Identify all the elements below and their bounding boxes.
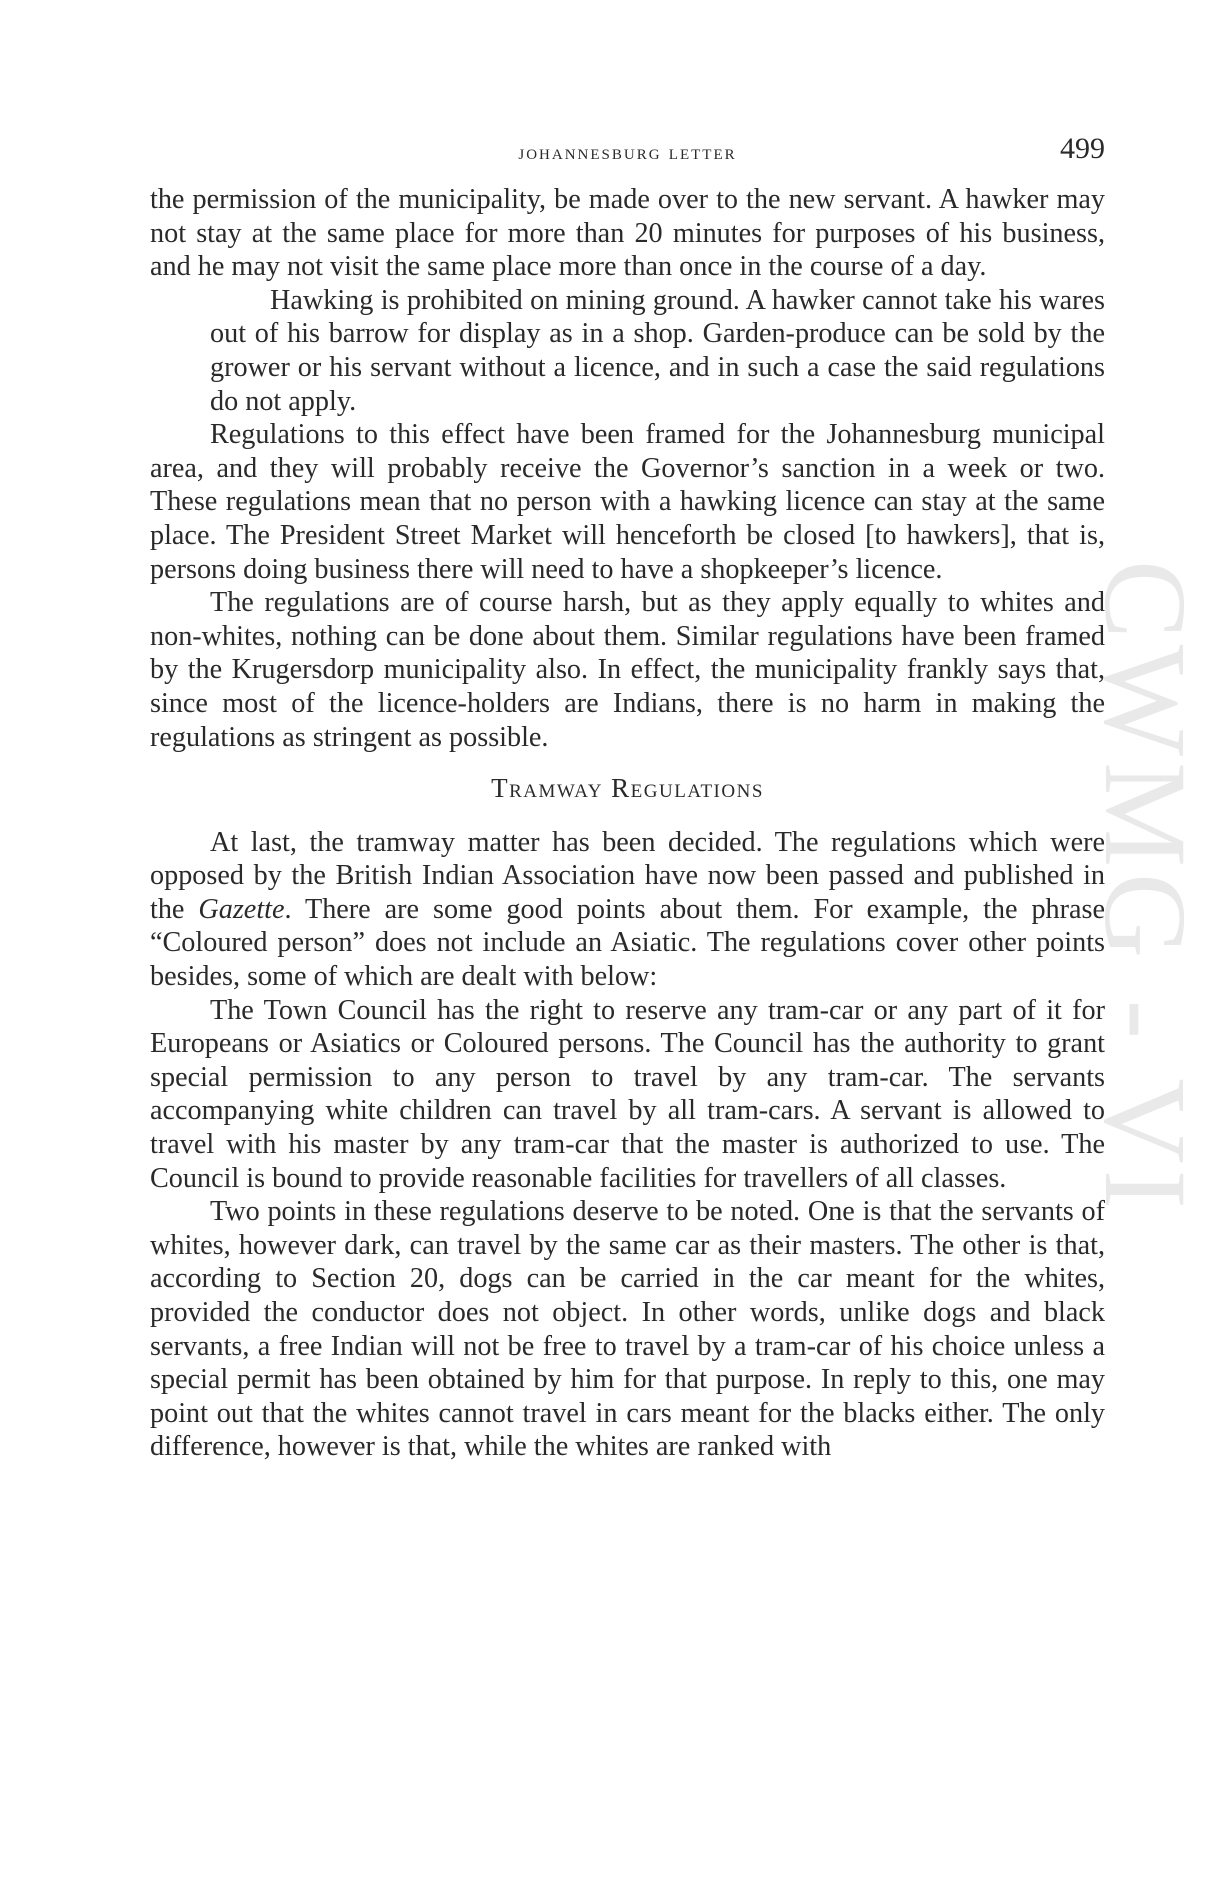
section-heading (150, 772, 1105, 806)
paragraph: Two points in these regulations deserve to be noted. One is that the servants of whites, however dark, can travel by the same car as their masters. The other is that, according to Section 20, dogs can be carried in the car meant for the whites, provided the conductor does not object. In other words, unlike dogs and black servants, a free Indian will not be free to travel by a tram-car of his choice unless a special permit has been obtained by him for that purpose. In reply to this, one may point out that the whites cannot travel in cars meant for the blacks either. The only difference, however is that, while the whites are ranked with (150, 1196, 1105, 1463)
paragraph (150, 826, 1105, 994)
section-heading-text: Tramway Regulations (491, 773, 764, 804)
body-text (150, 183, 1105, 1464)
paragraph: The Town Council has the right to reserve any tram-car or any part of it for Europeans or Asiatics or Coloured persons. The Council has the authority to grant special permission to any person to travel by any tram-car. The servants accompanying white children can travel by all tram-cars. A servant is allowed to travel with his master by any tram-car that the master is authorized to use. The Council is bound to provide reasonable facilities for travellers of all classes. (150, 994, 1105, 1194)
running-title: johannesburg letter (518, 140, 737, 164)
paragraph: Hawking is prohibited on mining ground. A hawker cannot take his wares out of his barrow for display as in a shop. Garden-produce can be sold by the grower or his servant without a licence, and in such a case the said regulations do not apply. (210, 284, 1105, 417)
paragraph: Regulations to this effect have been framed for the Johannesburg municipal area, and they will probably receive the Governor’s sanction in a week or two. These regulations mean that no person with a hawking licence can stay at the same place. The President Street Market will henceforth be closed [to hawkers], that is, persons doing business there will need to have a shopkeeper’s licence. (150, 419, 1105, 585)
running-head (150, 132, 1105, 172)
watermark: CWMG - VI (1080, 560, 1211, 1215)
paragraph: The regulations are of course harsh, but as they apply equally to whites and non-whites, nothing can be done about them. Similar regulations have been framed by the Krugersdorp municipality also. In effect, the municipality frankly says that, since most of the licence-holders are Indians, there is no harm in making the regulations as stringent as possible. (150, 587, 1105, 753)
text-run: At last, the tramway matter has been decided. The regulations which were opposed by the British Indian Association have now been passed and published in the (150, 826, 1105, 925)
italic-title: Gazette (198, 893, 285, 925)
paragraph: the permission of the municipality, be made over to the new servant. A hawker may not stay at the same place for more than 20 minutes for purposes of his business, and he may not visit the same place more than once in the course of a day. (150, 184, 1105, 283)
text-run: . There are some good points about them. For example, the phrase “Coloured person” does not include an Asiatic. The regulations cover other points besides, some of which are dealt with below: (150, 893, 1106, 993)
quoted-regulation (210, 284, 1105, 418)
page-number: 499 (1060, 132, 1105, 165)
